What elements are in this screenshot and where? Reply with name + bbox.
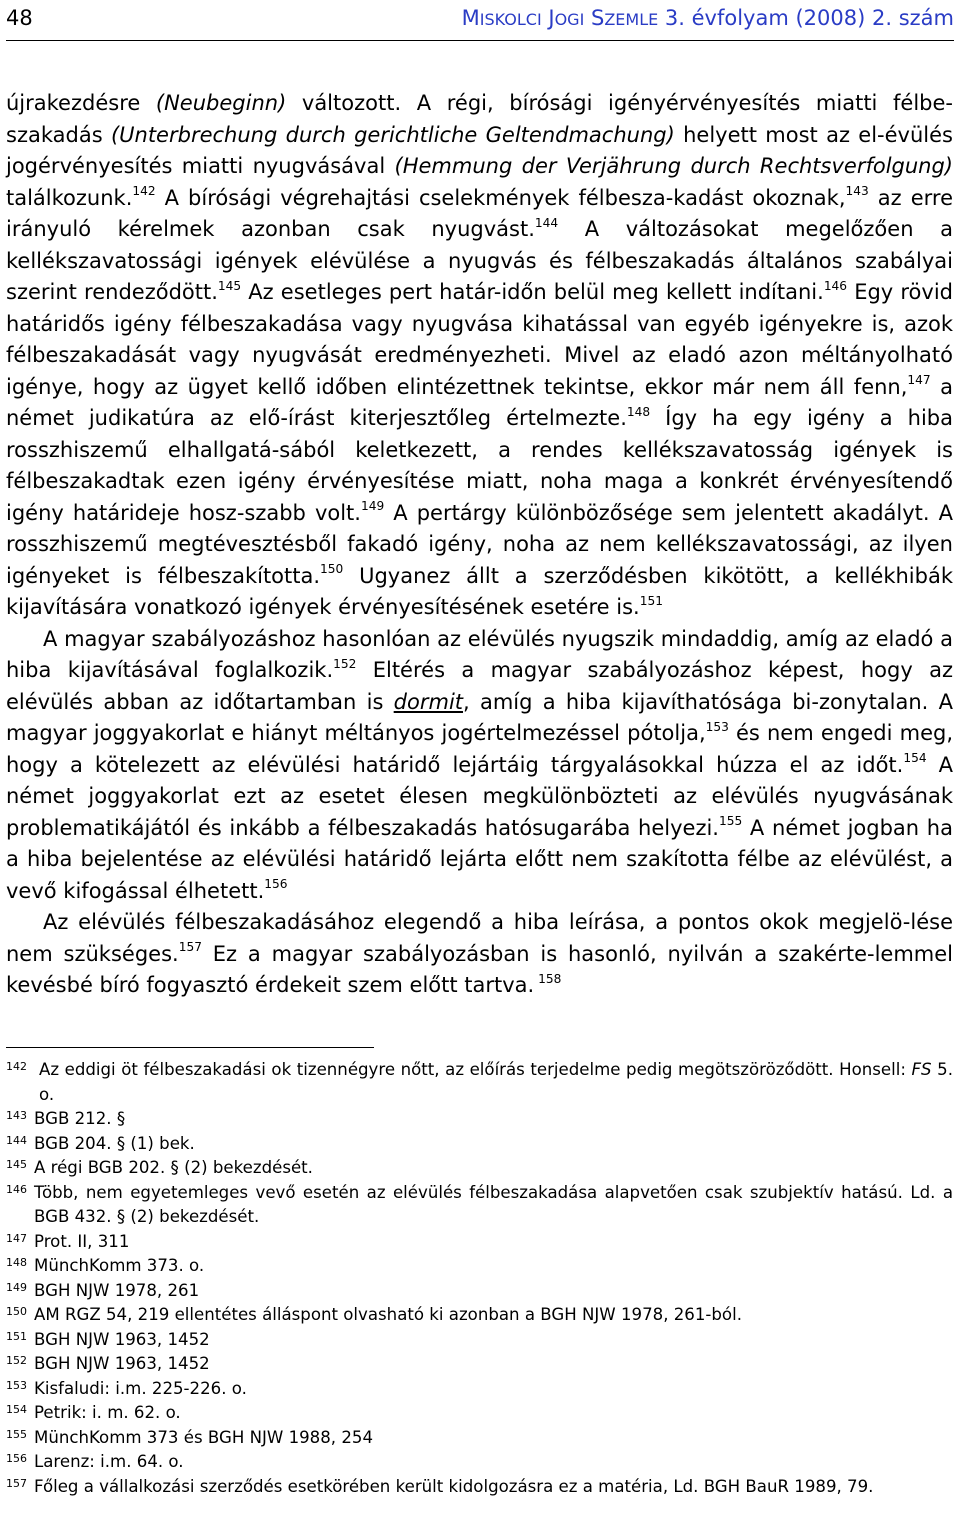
footnote-item (6, 1450, 953, 1475)
body-text (6, 88, 953, 1002)
journal-m: M (461, 6, 480, 30)
text-run: BGB 212. § (34, 1109, 126, 1128)
footnote-number: 150 (6, 1305, 27, 1318)
italic-term: dormit (393, 689, 464, 714)
footnote-item (6, 1230, 953, 1255)
page-header (6, 2, 954, 34)
paragraph (6, 88, 953, 624)
footnote-number: 155 (6, 1427, 27, 1441)
text-run: helyett most az el-évülés jogérvényesítés miatti nyugvásával (6, 122, 953, 178)
footnote-number: 142 (6, 1060, 27, 1073)
journal-s-rest: ZEMLE (604, 10, 659, 29)
footnote-number: 157 (6, 1476, 27, 1490)
text-run: Az eddigi öt félbeszakadási ok tizennégyre nőtt, az előírás terjedelme pedig megötszöröződött. Honsell: (39, 1060, 912, 1079)
footnote-number: 144 (6, 1133, 27, 1147)
footnote-ref[interactable]: 156 (264, 877, 288, 892)
footnote-number: 145 (6, 1158, 27, 1171)
footnote-text (34, 1450, 953, 1475)
header-rule (6, 40, 954, 41)
footnote-number: 146 (6, 1182, 27, 1196)
text-run: BGH NJW 1978, 261 (34, 1280, 200, 1300)
footnote-item (6, 1058, 953, 1107)
footnote-item (6, 1352, 953, 1377)
text-run: AM RGZ 54, 219 ellentétes álláspont olvasható ki azonban a BGH NJW 1978, 261-ból. (34, 1305, 742, 1324)
footnote-item (6, 1475, 953, 1500)
footnote-ref[interactable]: 152 (333, 656, 357, 671)
footnote-text (34, 1132, 953, 1157)
journal-m-rest: ISKOLCI (479, 10, 542, 29)
text-run: , amíg a hiba kijavíthatósága bi-zonytalan. A magyar joggyakorlat e hiányt méltányos jogértelmezéssel pótolja, (6, 689, 953, 745)
footnote-item (6, 1132, 953, 1157)
footnote-item (6, 1279, 953, 1304)
text-run: Prot. II, 311 (34, 1231, 130, 1251)
footnote-text (34, 1254, 953, 1279)
footnote-ref[interactable]: 157 (178, 940, 202, 955)
text-run: Ez a magyar szabályozásban is hasonló, nyilván a szakérte-lemmel kevésbé bíró fogyasztó érdekeit szem előtt tartva. (6, 941, 953, 997)
journal-running-head (462, 2, 954, 36)
footnote-text (34, 1230, 953, 1255)
footnote-ref[interactable]: 153 (705, 719, 729, 734)
text-run: Az elévülés félbeszakadásához elegendő a hiba leírása, a pontos okok megjelö-lése nem szükséges. (6, 910, 953, 966)
text-run: Eltérés a magyar szabályozáshoz képest, hogy az elévülés abban az időtartamban is (6, 658, 953, 714)
text-run: A magyar szabályozáshoz hasonlóan az elévülés nyugszik mindaddig, amíg az eladó a hiba kijavításával foglalkozik. (6, 626, 953, 682)
footnote-ref[interactable]: 145 (217, 278, 242, 293)
text-run: Kisfaludi: i.m. 225-226. o. (34, 1378, 247, 1398)
text-run: Ugyanez állt a szerződésben kikötött, a kellékhibák kijavítására vonatkozó igények érvényesítésének esetére is. (6, 563, 953, 619)
text-run: A német joggyakorlat ezt az esetet élesen megkülönbözteti az elévülés nyugvásának problematikájától és inkább a félbeszakadás hatósugarába helyezi. (6, 752, 953, 840)
paragraph (6, 907, 953, 1002)
text-run: A pertárgy különbözősége sem jelentett akadályt. A rosszhiszemű megtévesztésből fakadó igény, noha az nem kellékszavatossági, az ilyen igényeket is félbeszakította. (6, 500, 953, 588)
text-run: A változásokat megelőzően a kellékszavatossági igények elévülése a nyugvás és félbeszakadás általános szabályai szerint rendeződött. (6, 217, 953, 304)
footnote-item (6, 1303, 953, 1328)
footnote-item (6, 1254, 953, 1279)
footnote-text (34, 1377, 953, 1402)
footnote-separator (6, 1047, 374, 1048)
footnote-number: 147 (6, 1231, 27, 1245)
footnote-number: 153 (6, 1378, 27, 1392)
italic-term: (Neubeginn) (155, 91, 287, 115)
footnote-ref[interactable]: 144 (534, 215, 559, 230)
text-run: BGH NJW 1963, 1452 (34, 1354, 210, 1373)
journal-s: S (590, 6, 605, 30)
footnote-ref[interactable]: 155 (718, 814, 743, 829)
footnote-ref[interactable]: 150 (320, 562, 344, 577)
text-run: A német jogban ha a hiba bejelentése az elévülési határidő lejárta előtt nem szakította félbe az elévülést, a vevő kifogással élhetett. (6, 815, 953, 903)
journal-j: J (548, 6, 555, 30)
footnote-ref[interactable]: 154 (903, 751, 927, 766)
text-run: Az esetleges pert határ-időn belül meg kellett indítani. (241, 280, 824, 304)
footnote-ref[interactable]: 147 (907, 373, 931, 388)
footnote-ref[interactable]: 146 (823, 278, 848, 293)
text-run: az erre irányuló kérelmek azonban csak nyugvást. (6, 185, 953, 241)
text-run: találkozunk. (6, 185, 133, 210)
italic-term: FS (911, 1060, 932, 1079)
text-run: 5. o. (39, 1060, 953, 1104)
text-run: BGB 204. § (1) bek. (34, 1133, 195, 1153)
footnote-ref[interactable]: 158 (534, 971, 562, 986)
footnote-item (6, 1377, 953, 1402)
text-run: Így ha egy igény a hiba rosszhiszemű elhallgatá-sából keletkezett, a rendes kellékszavatosság igények is félbeszakadtak ezen igény érvényesítése miatt, noha maga a konkrét érvényesítendő igény határideje hosz-szabb volt. (6, 406, 953, 525)
text-run: BGH NJW 1963, 1452 (34, 1329, 210, 1349)
paragraph (6, 624, 953, 908)
footnote-item (6, 1426, 953, 1451)
footnote-item (6, 1328, 953, 1353)
footnote-text (34, 1303, 953, 1328)
text-run: a német judikatúra az elő-írást kiterjesztőleg értelmezte. (6, 374, 953, 430)
italic-term: (Unterbrechung durch gerichtliche Geltendmachung) (110, 122, 675, 147)
journal-j-rest: OGI (554, 10, 585, 29)
footnote-number: 151 (6, 1329, 27, 1343)
text-run: változott. A régi, bírósági igényérvényesítés miatti félbe-szakadás (6, 91, 953, 147)
footnote-number: 149 (6, 1280, 27, 1294)
text-run: Főleg a vállalkozási szerződés esetkörében került kidolgozásra ez a matéria, Ld. BGH BauR 1989, 79. (34, 1476, 874, 1496)
footnote-text (34, 1279, 953, 1304)
text-run: Larenz: i.m. 64. o. (34, 1452, 184, 1471)
text-run: MünchKomm 373 és BGH NJW 1988, 254 (34, 1427, 374, 1447)
text-run: A régi BGB 202. § (2) bekezdését. (34, 1158, 313, 1177)
page-number: 48 (6, 6, 33, 30)
footnote-text (34, 1156, 953, 1181)
footnote-number: 156 (6, 1452, 27, 1465)
journal-issue: 3. évfolyam (2008) 2. szám (664, 6, 954, 30)
footnote-ref[interactable]: 143 (845, 184, 869, 199)
footnote-text (34, 1475, 953, 1500)
text-run: Petrik: i. m. 62. o. (34, 1403, 181, 1422)
footnote-item (6, 1107, 953, 1132)
footnote-text (34, 1328, 953, 1353)
text-run: és nem engedi meg, hogy a kötelezett az elévülési határidő lejártáig tárgyalásokkal húzza el az időt. (6, 721, 953, 777)
footnote-item (6, 1401, 953, 1426)
footnote-ref[interactable]: 142 (132, 184, 156, 199)
text-run: Egy rövid határidős igény félbeszakadása vagy nyugvása kihatással van egyéb igényekre is, azok félbeszakadását vagy nyugvását eredményezheti. Mivel az eladó azon méltányolható igénye, hogy az ügyet kellő időben elintézettnek tekintse, ekkor már nem áll fenn, (6, 280, 953, 399)
footnote-ref[interactable]: 151 (639, 593, 663, 608)
footnote-item (6, 1156, 953, 1181)
footnote-number: 148 (6, 1256, 27, 1269)
text-run: Több, nem egyetemleges vevő esetén az elévülés félbeszakadása alapvetően csak szubjektív hatású. Ld. a BGB 432. § (2) bekezdését. (34, 1182, 953, 1226)
footnote-ref[interactable]: 149 (360, 499, 385, 514)
footnote-number: 152 (6, 1354, 27, 1367)
footnote-text (34, 1426, 953, 1451)
footnote-text (34, 1107, 953, 1132)
text-run: MünchKomm 373. o. (34, 1256, 205, 1275)
italic-term: (Hemmung der Verjährung durch Rechtsverfolgung) (394, 154, 954, 178)
footnote-text (34, 1352, 953, 1377)
text-run: újrakezdésre (6, 91, 156, 115)
footnote-ref[interactable]: 148 (626, 404, 651, 419)
footnote-item (6, 1181, 953, 1230)
footnotes (6, 1058, 953, 1499)
footnote-text (34, 1401, 953, 1426)
footnote-text (39, 1058, 953, 1107)
text-run: A bírósági végrehajtási cselekmények félbesza-kadást okoznak, (155, 185, 846, 210)
footnote-number: 154 (6, 1403, 27, 1416)
footnote-number: 143 (6, 1109, 27, 1122)
footnote-text (34, 1181, 953, 1230)
